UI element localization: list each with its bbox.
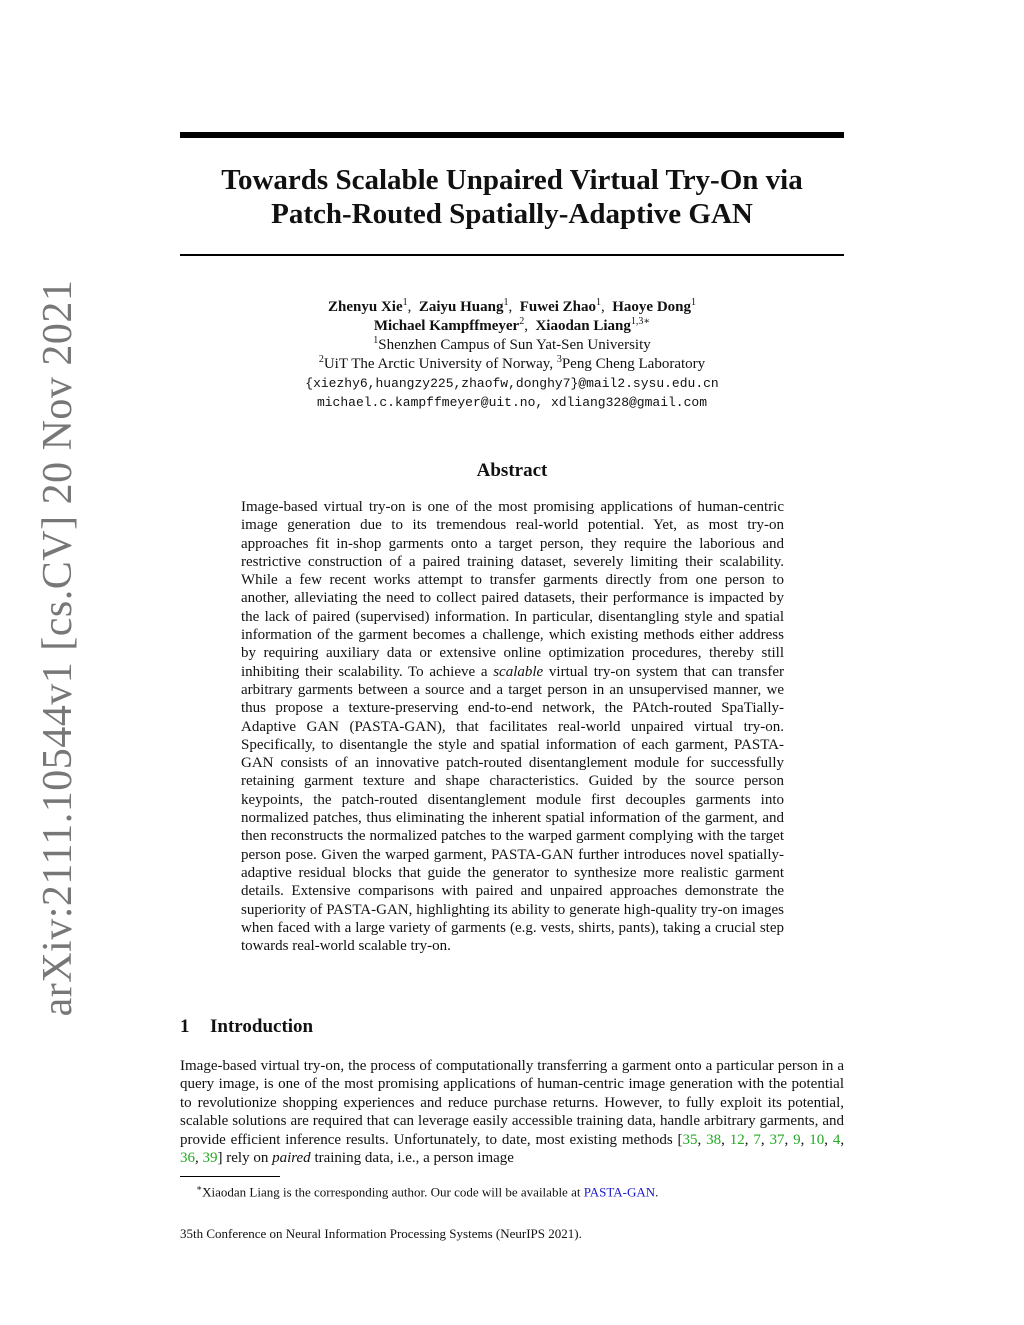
citation-link[interactable]: 9 [793,1131,801,1148]
paper-title [180,163,844,231]
citation-link[interactable]: 10 [809,1131,825,1148]
citation-link[interactable]: 4 [832,1131,841,1148]
affiliation-text: UiT The Arctic University of Norway, [323,356,557,372]
section-heading-introduction [180,1016,313,1038]
author-name: Zaiyu Huang [418,299,504,315]
email-line-2: michael.c.kampffmeyer@uit.no, xdliang328@gmail.com [316,395,708,410]
intro-part-3: training data, i.e., a person image [310,1150,514,1167]
affil-mark: 2 [318,354,324,365]
author-name: Michael Kampffmeyer [373,318,520,334]
footnote-rule [180,1176,280,1177]
citation-link[interactable]: 7 [753,1131,761,1148]
introduction-paragraph: Image-based virtual try-on, the process of computationally transferring a garment onto a particular person in a query image, is one of the most promising applications of human-centric image generation with the potential to revolutionize shopping experiences and reduce purchase returns. However, to fully exploit its potential, scalable solutions are required that can leverage easily accessible training data, handle arbitrary garments, and provide efficient inference results. Unfortunately, to date, most existing methods [35, 38, 12, 7, 37, 9, 10, 4, 36, 39] rely on paired training data, i.e., a person image [180,1058,845,1167]
author-line-2: Michael Kampffmeyer$^2$, Xiaodan Liang$^{1,3∗}$ [373,316,651,334]
abstract-text [241,498,784,955]
affiliation-text: Shenzhen Campus of Sun Yat-Sen University [378,337,651,353]
title-line-1: Towards Scalable Unpaired Virtual Try-On via [221,164,803,196]
affiliation-text: Peng Cheng Laboratory [561,356,706,372]
author-line-1: Zhenyu Xie$^1$, Zaiyu Huang$^1$, Fuwei Zhao$^1$, Haoye Dong$^1$ [328,297,696,315]
intro-part-2: ] rely on [217,1150,273,1167]
footnote [196,1180,658,1200]
author-affil-mark: 2 [519,316,525,327]
title-line-2: Patch-Routed Spatially-Adaptive GAN [271,198,753,230]
author-affil-mark: 1,3∗ [630,316,651,327]
title-bottom-rule [180,254,844,256]
email-line-1: {xiezhy6,huangzy225,zhaofw,donghy7}@mail2.sysu.edu.cn [305,376,719,391]
citation-link[interactable]: 38 [706,1131,722,1148]
citation-link[interactable]: 12 [729,1131,745,1148]
abstract-italic: scalable [493,663,544,680]
affil-mark: 3 [556,354,562,365]
author-name: Haoye Dong [612,299,691,315]
affiliation-2-3 [180,355,844,374]
author-affil-mark: 1 [596,297,601,308]
citation-link[interactable]: 39 [202,1150,218,1167]
author-name: Fuwei Zhao [519,299,596,315]
footnote-text: Xiaodan Liang is the corresponding author. Our code will be available at [202,1184,584,1200]
section-number: 1 [180,1016,190,1037]
venue-note: 35th Conference on Neural Information Processing Systems (NeurIPS 2021). [180,1226,582,1241]
abstract-part-2: virtual try-on system that can transfer arbitrary garments between a source and a target person in an unsupervised manner, we thus propose a texture-preserving end-to-end network, the PAtch-routed SpaTially-Adaptive GAN (PASTA-GAN), that facilitates real-world unpaired virtual try-on. Specifically, to disentangle the style and spatial information of each garment, PASTA-GAN consists of an innovative patch-routed disentanglement module for successfully retaining garment texture and shape characteristics. Guided by the source person keypoints, the patch-routed disentanglement module first decouples garments into normalized patches, thus eliminating the inherent spatial information of the garment, and then reconstructs the normalized patches to the warped garment complying with the target person pose. Given the warped garment, PASTA-GAN further introduces novel spatially-adaptive residual blocks that guide the generator to synthesize more realistic garment details. Extensive comparisons with paired and unpaired approaches demonstrate the superiority of PASTA-GAN, highlighting its ability to generate high-quality try-on images when faced with a large variety of garments (e.g. vests, shirts, pants), taking a crucial step towards real-world scalable try-on. [241,663,784,955]
section-title: Introduction [210,1016,314,1037]
author-block [180,298,844,412]
arxiv-stamp: arXiv:2111.10544v1 [cs.CV] 20 Nov 2021 [35,279,81,1017]
footnote-end: . [655,1184,659,1200]
citation-link[interactable]: 37 [769,1131,785,1148]
author-affil-mark: 1 [402,297,408,308]
citation-link[interactable]: 35 [682,1131,698,1148]
affiliation-1 [180,336,844,355]
intro-part-1: Image-based virtual try-on, the process of computationally transferring a garment onto a particular person in a query image, is one of the most promising applications of human-centric image generation with the potential to revolutionize shopping experiences and reduce purchase returns. However, to fully exploit its potential, scalable solutions are required that can leverage easily accessible training data, handle arbitrary garments, and provide efficient inference results. Unfortunately, to date, most existing methods [ [180,1058,844,1148]
author-name: Xiaodan Liang [535,318,631,334]
abstract-part-1: Image-based virtual try-on is one of the most promising applications of human-centric image generation due to its tremendous real-world potential. Yet, as most try-on approaches fit in-shop garments onto a target person, they require the laborious and restrictive construction of a paired training dataset, severely limiting their scalability. While a few recent works attempt to transfer garments directly from one person to another, alleviating the need to collect paired datasets, their performance is impacted by the lack of paired (supervised) information. In particular, disentangling style and spatial information of the garment becomes a challenge, which existing methods either address by requiring auxiliary data or extensive online optimization procedures, thereby still inhibiting their scalability. To achieve a [241,499,784,680]
affil-mark: 1 [373,335,379,346]
citation-link[interactable]: 36 [180,1150,195,1167]
intro-italic: paired [272,1150,311,1167]
author-affil-mark: 1 [691,297,696,308]
footnote-mark: ∗ [196,1183,203,1193]
title-top-rule [180,132,844,138]
author-affil-mark: 1 [503,297,509,308]
author-name: Zhenyu Xie [328,299,403,315]
abstract-heading: Abstract [476,460,548,481]
code-link[interactable]: PASTA-GAN [583,1184,656,1200]
